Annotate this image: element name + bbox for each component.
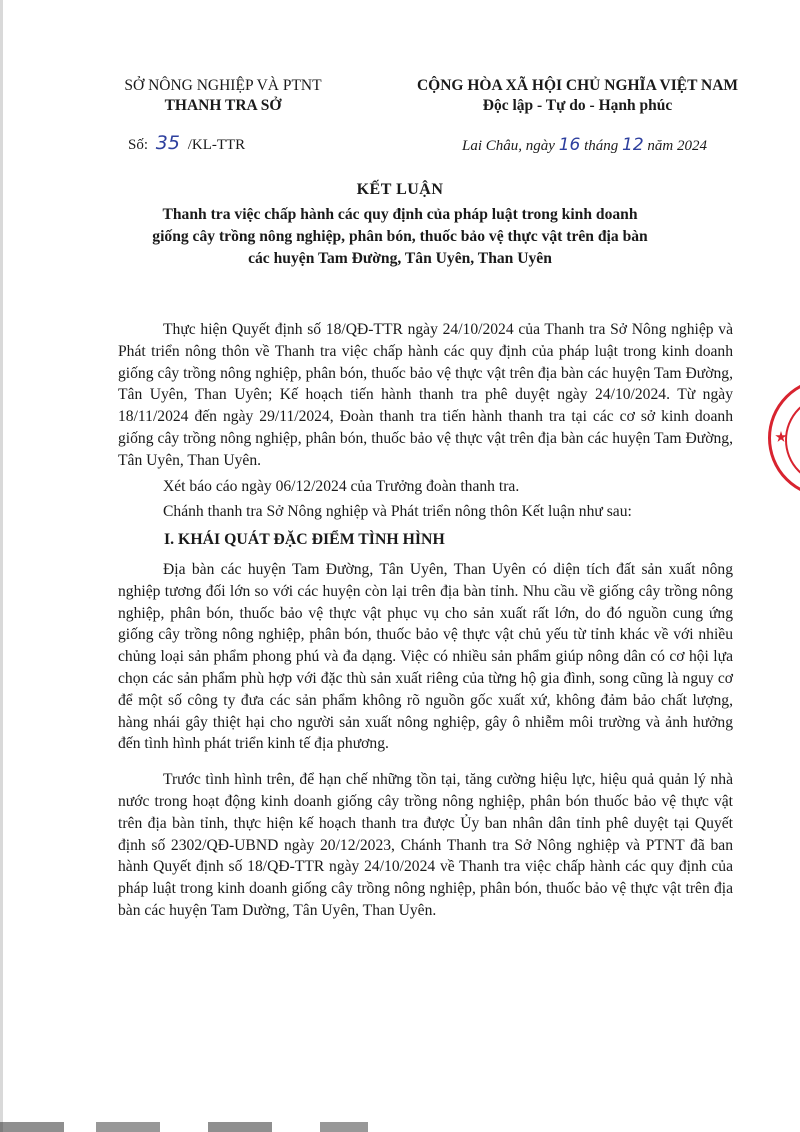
department-name: THANH TRA SỞ	[164, 97, 282, 114]
document-number	[128, 132, 245, 154]
date-day-handwritten: 16	[558, 135, 581, 155]
subtitle-line: các huyện Tam Đường, Tân Uyên, Than Uyên	[248, 250, 552, 267]
issuing-agency-block	[98, 76, 348, 116]
doc-number-suffix: /KL-TTR	[187, 137, 246, 153]
document-body	[118, 319, 733, 926]
document-subtitle	[100, 204, 700, 270]
date-place: Lai Châu, ngày	[462, 138, 555, 154]
country-name: CỘNG HÒA XÃ HỘI CHỦ NGHĨA VIỆT NAM	[416, 77, 739, 94]
agency-name: SỞ NÔNG NGHIỆP VÀ PTNT	[124, 77, 322, 94]
date-line	[462, 135, 707, 155]
date-year: năm 2024	[647, 138, 707, 154]
paragraph-report: Xét báo cáo ngày 06/12/2024 của Trưởng đoàn thanh tra.	[163, 477, 520, 495]
subtitle-line: Thanh tra việc chấp hành các quy định của pháp luật trong kinh doanh	[162, 206, 638, 223]
doc-number-prefix: Số:	[128, 137, 149, 153]
paragraph-intro: Thực hiện Quyết định số 18/QĐ-TTR ngày 24/10/2024 của Thanh tra Sở Nông nghiệp và Phát triển nông thôn về Thanh tra việc chấp hành các quy định của pháp luật trong kinh doanh giống cây trồng nông nghiệp, phân bón, thuốc bảo vệ thực vật trên địa bàn các huyện Tam Đường, Tân Uyên, Than Uyên; Kế hoạch tiến hành thanh tra phê duyệt ngày 24/10/2024. Từ ngày 18/11/2024 đến ngày 29/11/2024, Đoàn thanh tra tiến hành thanh tra tại các cơ sở kinh doanh giống cây trồng nông nghiệp, phân bón, thuốc bảo vệ thực vật trên địa bàn các huyện Tam Đường, Tân Uyên, Than Uyên.	[118, 321, 733, 469]
paragraph-conclusion-lead: Chánh thanh tra Sở Nông nghiệp và Phát triển nông thôn Kết luận như sau:	[163, 503, 632, 521]
document-title: KẾT LUẬN	[356, 181, 444, 198]
section-heading: I. KHÁI QUÁT ĐẶC ĐIỂM TÌNH HÌNH	[164, 531, 445, 549]
paragraph-context: Trước tình hình trên, để hạn chế những tồn tại, tăng cường hiệu lực, hiệu quả quản lý nhà nước trong hoạt động kinh doanh giống cây trồng nông nghiệp, phân bón thuốc bảo vệ thực vật trên địa bàn tỉnh, thực hiện kế hoạch thanh tra được Ủy ban nhân dân tỉnh phê duyệt tại Quyết định số 2302/QĐ-UBND ngày 20/12/2023, Chánh Thanh tra Sở Nông nghiệp và PTNT đã ban hành Quyết định số 18/QĐ-TTR ngày 24/10/2024 về Thanh tra việc chấp hành các quy định của pháp luật trong kinh doanh giống cây trồng nông nghiệp, phân bón, thuốc bảo vệ thực vật trên địa bàn các huyện Tam Dường, Tân Uyên, Than Uyên.	[118, 771, 733, 919]
subtitle-line: giống cây trồng nông nghiệp, phân bón, thuốc bảo vệ thực vật trên địa bàn	[152, 228, 648, 245]
national-title-block	[385, 76, 770, 116]
official-seal-stamp	[768, 378, 800, 498]
national-motto: Độc lập - Tự do - Hạnh phúc	[482, 97, 673, 114]
date-month-handwritten: 12	[622, 135, 644, 155]
doc-number-handwritten: 35	[155, 132, 180, 154]
paragraph-overview: Địa bàn các huyện Tam Đường, Tân Uyên, Than Uyên có diện tích đất sản xuất nông nghiệp tương đối lớn so với các huyện còn lại trên địa bàn tỉnh. Nhu cầu về giống cây trồng nông nghiệp, phân bón, thuốc bảo vệ thực vật phục vụ cho sản xuất rất lớn, do đó nguồn cung ứng giống cây trồng nông nghiệp, phân bón, thuốc bảo vệ thực vật chủ yếu từ tỉnh khác về với nhiều chủng loại sản phẩm phong phú và đa dạng. Việc có nhiều sản phẩm giúp nông dân có cơ hội lựa chọn các sản phẩm phù hợp với đặc thù sản xuất riêng của từng hộ gia đình, song cũng là nguy cơ để một số công ty đưa các sản phẩm không rõ nguồn gốc xuất xứ, không đảm bảo chất lượng, hàng nhái gây thiệt hại cho người sản xuất nông nghiệp, gây ô nhiễm môi trường và ảnh hưởng đến tình hình phát triển kinh tế địa phương.	[118, 560, 733, 753]
scan-edge	[0, 0, 3, 1132]
date-month-label: tháng	[584, 138, 619, 154]
next-page-edge	[0, 1122, 800, 1132]
seal-inner-ring	[785, 395, 800, 485]
